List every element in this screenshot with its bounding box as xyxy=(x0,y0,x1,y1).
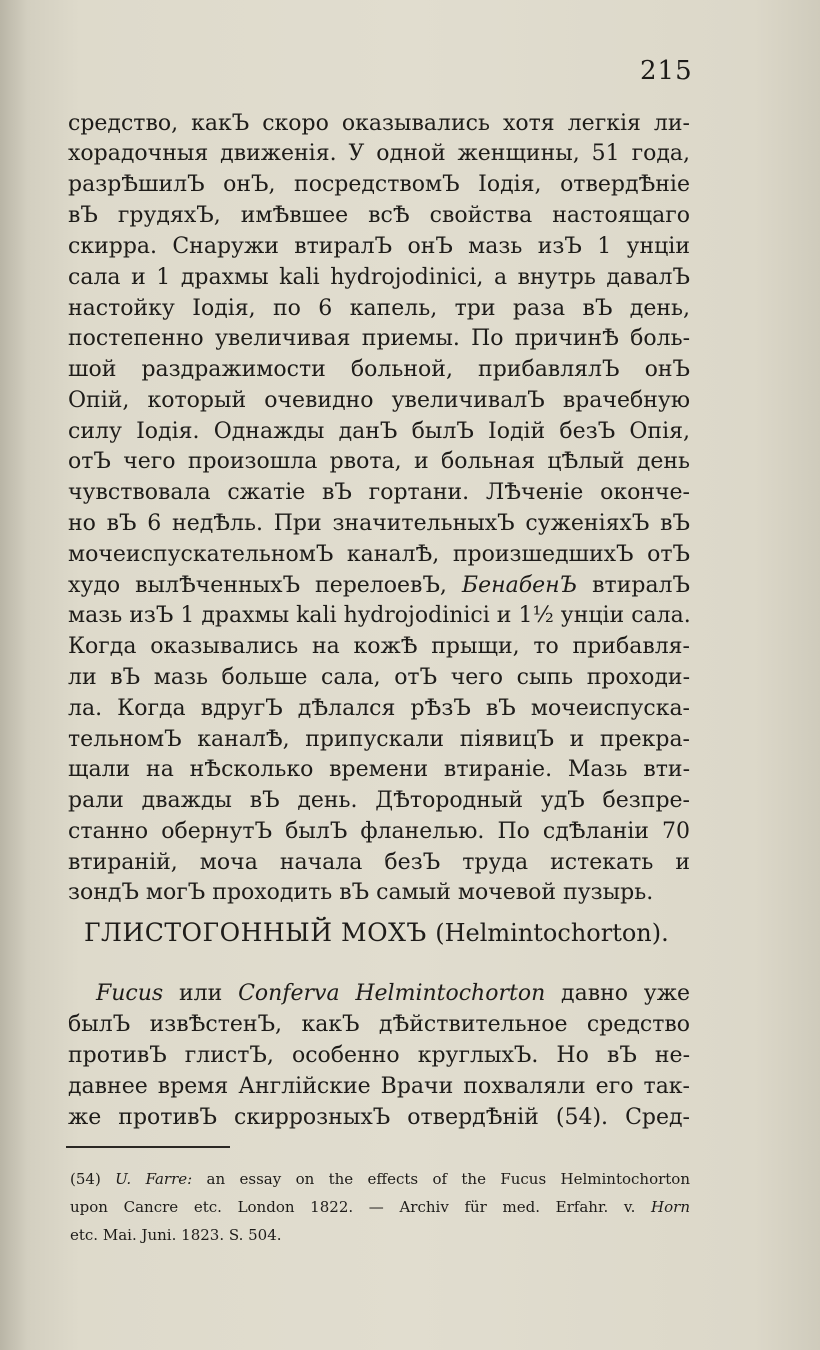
text-line-7: настойку Іодія, по 6 капель, три раза вЪ день, xyxy=(68,296,690,321)
text-line-12: отЪ чего произошла рвота, и больная цѢлый день xyxy=(68,449,690,474)
para2-line-1 xyxy=(96,980,690,1008)
footnote-author: U. Farre: xyxy=(115,1170,193,1188)
text-line-19: ли вЪ мазь больше сала, отЪ чего сыпь проходи- xyxy=(68,665,690,690)
text-line-14: но вЪ 6 недѢль. При значительныхЪ суженіяхЪ вЪ xyxy=(68,511,690,536)
text-line-25: втираній, моча начала безЪ труда истекать и xyxy=(68,850,690,875)
footnote-line-2 xyxy=(70,1194,690,1220)
section-heading xyxy=(84,918,690,947)
para2-line-3: противЪ глистЪ, особенно круглыхЪ. Но вЪ не- xyxy=(68,1043,690,1068)
text-line-5: скирра. Снаружи втиралЪ онЪ мазь изЪ 1 унціи xyxy=(68,234,690,259)
text-line-13: чувствовала сжатіе вЪ гортани. ЛѢченіе оконче- xyxy=(68,480,690,505)
text-line-3: разрѢшилЪ онЪ, посредствомЪ Іодія, отвердѢніе xyxy=(68,172,690,197)
para2-line-5: же противЪ скиррозныхЪ отвердѢній (54). Сред- xyxy=(68,1105,690,1130)
text-line-10: Опій, который очевидно увеличивалЪ врачебную xyxy=(68,388,690,413)
text-line-11: силу Іодія. Однажды данЪ былЪ Іодій безЪ Опія, xyxy=(68,419,690,444)
text-line-15: мочеиспускательномЪ каналѢ, произшедшихЪ отЪ xyxy=(68,542,690,567)
text-line-16 xyxy=(68,572,690,600)
para2-line-4: давнее время Англійские Врачи похваляли его так- xyxy=(68,1074,690,1099)
text-line-22: щали на нѢсколько времени втираніе. Мазь вти- xyxy=(68,757,690,782)
footnote-line-1-rest: an essay on the effects of the Fucus Helmintochorton xyxy=(206,1170,690,1188)
section-heading-title: ГЛИСТОГОННЫЙ МОХЪ xyxy=(84,918,427,947)
footnote-author-horn: Horn xyxy=(651,1198,690,1216)
page-number: 215 xyxy=(640,56,693,86)
footnote-line-3: etc. Mai. Juni. 1823. S. 504. xyxy=(70,1226,282,1244)
para2-line-2: былЪ извѢстенЪ, какЪ дѢйствительное средство xyxy=(68,1012,690,1037)
term-fucus: Fucus xyxy=(96,981,164,1006)
text-line-9: шой раздражимости больной, прибавлялЪ онЪ xyxy=(68,357,690,382)
text-line-17: мазь изЪ 1 драхмы kali hydrojodinici и 1½ унціи сала. xyxy=(68,603,691,628)
text-line-4: вЪ грудяхЪ, имѢвшее всѢ свойства настоящаго xyxy=(68,203,690,228)
section-heading-latin: (Helmintochorton). xyxy=(435,919,669,947)
text-line-8: постепенно увеличивая приемы. По причинѢ боль- xyxy=(68,326,690,351)
text-line-26: зондЪ могЪ проходить вЪ самый мочевой пузырь. xyxy=(68,880,654,905)
para2-line-1-rest: давно уже xyxy=(561,981,690,1006)
footnote-marker: (54) xyxy=(70,1170,101,1188)
footnote-divider xyxy=(66,1146,230,1148)
text-line-18: Когда оказывались на кожѢ прыщи, то прибавля- xyxy=(68,634,690,659)
text-line-1: средство, какЪ скоро оказывались хотя легкія ли- xyxy=(68,111,690,136)
text-line-20: ла. Когда вдругЪ дѢлался рѢзЪ вЪ мочеиспуска- xyxy=(68,696,690,721)
text-line-24: станно обернутЪ былЪ фланелью. По сдѢланіи 70 xyxy=(68,819,690,844)
text-line-21: тельномЪ каналѢ, припускали піявицЪ и прекра- xyxy=(68,727,690,752)
text-line-2: хорадочныя движенія. У одной женщины, 51 года, xyxy=(68,141,690,166)
footnote-line-1 xyxy=(70,1166,690,1192)
text-line-16-tail: втиралЪ xyxy=(592,573,691,598)
text-line-16-head: худо вылѢченныхЪ перелоевЪ, xyxy=(68,573,447,598)
text-line-23: рали дважды вЪ день. ДѢтородный удЪ безпре- xyxy=(68,788,690,813)
author-name-benaben: БенабенЪ xyxy=(461,573,578,598)
footnote-line-2-text: upon Cancre etc. London 1822. — Archiv für med. Erfahr. v. xyxy=(70,1198,636,1216)
text-line-6: сала и 1 драхмы kali hydrojodinici, а внутрь давалЪ xyxy=(68,265,690,290)
word-ili: или xyxy=(179,981,223,1006)
term-conferva: Conferva Helmintochorton xyxy=(238,981,546,1006)
